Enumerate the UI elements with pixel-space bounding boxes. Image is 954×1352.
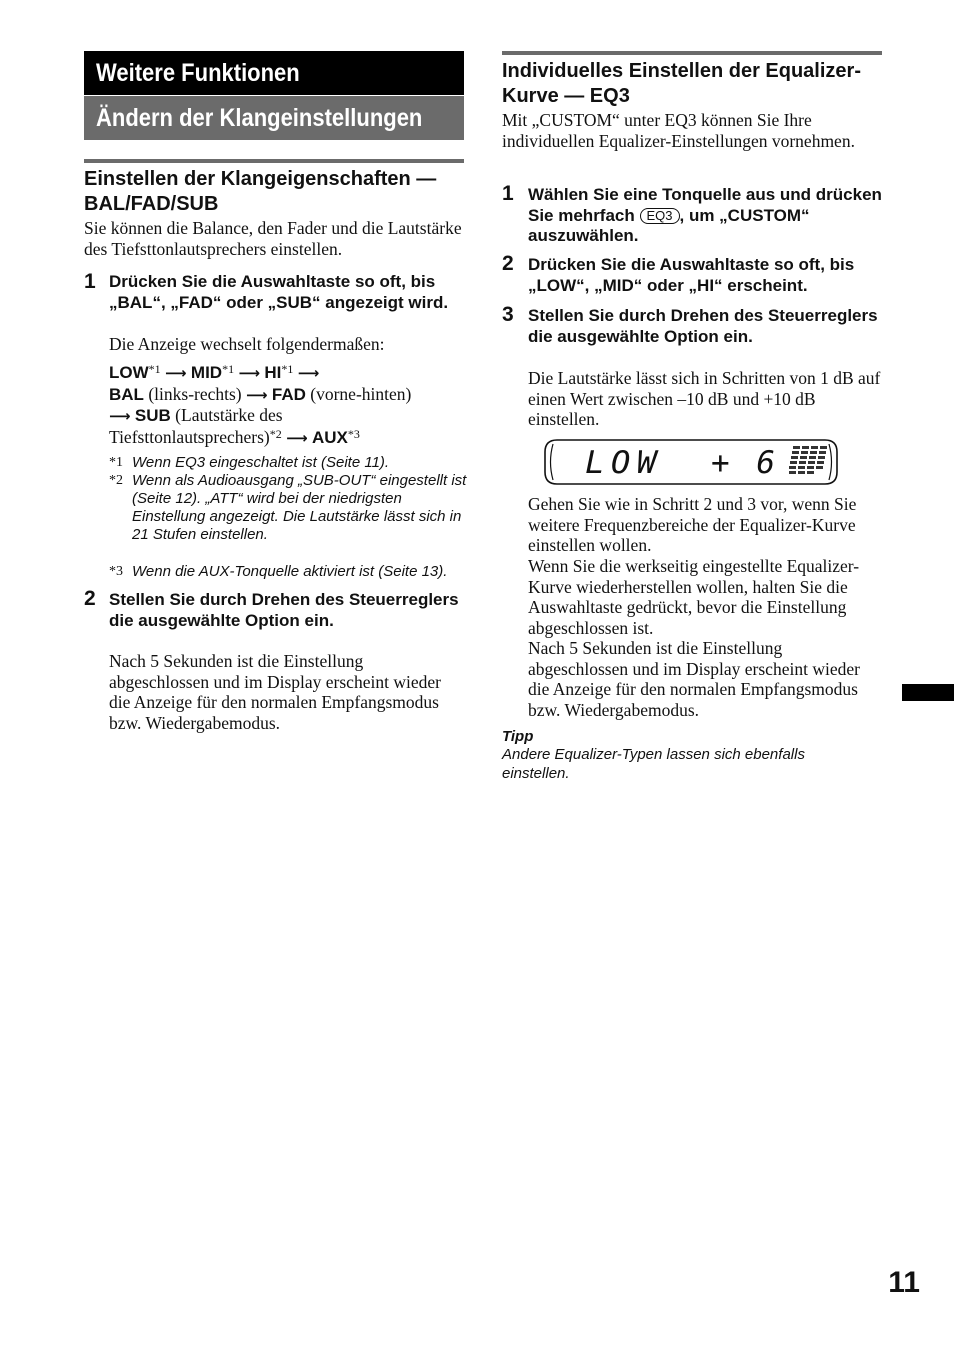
arrow-icon: ⟶: [286, 428, 308, 447]
left-heading: Einstellen der Klangeigenschaften — BAL/FAD/SUB: [84, 168, 437, 215]
seq-hi: HI: [264, 363, 282, 382]
left-step2-number: 2: [84, 587, 96, 610]
footnote-mark: *3: [109, 564, 123, 579]
footnote-mark: *2: [109, 473, 123, 488]
seq-fad: FAD: [271, 384, 306, 404]
left-step1-number: 1: [84, 270, 96, 293]
right-para-1: Gehen Sie wie in Schritt 2 und 3 vor, wenn Sie weitere Frequenzbereiche der Equalizer-Kurve einstellen wollen.: [528, 494, 857, 555]
right-step1-number: 1: [502, 182, 514, 205]
right-step1-text-b: , um „CUSTOM“ auszuwählen.: [528, 205, 810, 245]
seq-mark: *1: [222, 362, 235, 376]
tip-text: Andere Equalizer-Typen lassen sich ebenfalls einstellen.: [502, 746, 805, 782]
right-step1-text: [528, 185, 882, 247]
eq3-button: EQ3: [640, 208, 680, 224]
sequence-line-4: [109, 427, 469, 449]
subsection-title-banner: [84, 96, 464, 140]
footnote-mark: *1: [109, 455, 123, 470]
right-para-3: Nach 5 Sekunden ist die Einstellung abgeschlossen und im Display erscheint wieder die Anzeige für den normalen Empfangsmodus bzw. Wiedergabemodus.: [528, 638, 860, 720]
right-step3-sub: Die Lautstärke lässt sich in Schritten von 1 dB auf einen Wert zwischen –10 dB und +10 dB einstellen.: [528, 368, 881, 429]
right-step3-text: Stellen Sie durch Drehen des Steuerreglers die ausgewählte Option ein.: [528, 306, 878, 346]
footnote-text: Wenn die AUX-Tonquelle aktiviert ist (Seite 13).: [132, 563, 448, 580]
sequence-line-2: [109, 384, 469, 406]
sequence-line-1: [109, 362, 469, 384]
sequence-line-3: [109, 405, 469, 427]
seq-low: LOW: [109, 363, 149, 382]
left-step2-sub: Nach 5 Sekunden ist die Einstellung abgeschlossen und im Display erscheint wieder die Anzeige für den normalen Empfangsmodus bzw. Wiedergabemodus.: [109, 651, 441, 733]
section-title-banner: [84, 51, 464, 95]
subsection-title: Ändern der Klangeinstellungen: [96, 104, 423, 132]
right-step2-number: 2: [502, 252, 514, 275]
seq-mark: *1: [281, 362, 294, 376]
right-intro: Mit „CUSTOM“ unter EQ3 können Sie Ihre individuellen Equalizer-Einstellungen vornehmen.: [502, 110, 855, 151]
footnote-text: Wenn EQ3 eingeschaltet ist (Seite 11).: [132, 454, 390, 471]
seq-sub: SUB: [134, 406, 171, 425]
arrow-icon: ⟶: [109, 407, 131, 425]
right-step2-text: Drücken Sie die Auswahltaste so oft, bis „LOW“, „MID“ oder „HI“ erscheint.: [528, 255, 855, 295]
seq-mark: *2: [269, 426, 282, 441]
left-heading-rule: [84, 159, 464, 163]
right-step3-number: 3: [502, 303, 514, 326]
arrow-icon: ⟶: [297, 364, 320, 382]
tip-title: Tipp: [502, 728, 534, 745]
arrow-icon: ⟶: [246, 385, 268, 404]
right-heading-rule: [502, 51, 882, 55]
seq-sub-desc: (Lautstärke des: [170, 405, 283, 425]
arrow-icon: ⟶: [165, 364, 187, 382]
side-tab-marker: [902, 684, 954, 701]
seq-mid: MID: [190, 363, 223, 382]
seq-bal-desc: (links-rechts): [143, 383, 247, 404]
seq-bal: BAL: [109, 384, 144, 404]
page-number: 11: [888, 1266, 920, 1299]
seq-sub-desc-2: Tiefsttonlautsprechers): [109, 426, 270, 447]
right-heading: Individuelles Einstellen der Equalizer-Kurve — EQ3: [502, 60, 861, 107]
arrow-icon: ⟶: [238, 364, 260, 382]
footnote: [109, 563, 469, 581]
left-intro: Sie können die Balance, den Fader und die Lautstärke des Tiefsttonlautsprechers einstellen.: [84, 218, 462, 259]
seq-mark: *1: [148, 362, 161, 376]
lcd-display: [543, 438, 839, 486]
footnote: [109, 454, 469, 472]
left-step2-text: Stellen Sie durch Drehen des Steuerreglers die ausgewählte Option ein.: [109, 590, 459, 630]
seq-fad-desc: (vorne-hinten): [305, 383, 412, 404]
footnote: [109, 472, 469, 544]
left-step1-text: Drücken Sie die Auswahltaste so oft, bis „BAL“, „FAD“ oder „SUB“ angezeigt wird.: [109, 272, 449, 312]
right-para-2: Wenn Sie die werkseitig eingestellte Equalizer-Kurve wiederherstellen wollen, halten Sie die Auswahltaste gedrückt, bevor die Einstellung abgeschlossen ist.: [528, 556, 860, 638]
footnote-text: Wenn als Audioausgang „SUB-OUT“ eingestellt ist (Seite 12). „ATT“ wird bei der niedrigsten Einstellung angezeigt. Die Lautstärke lässt sich in 21 Stufen einstellen.: [132, 472, 467, 543]
seq-aux: AUX: [311, 427, 348, 447]
right-step1-text-a: Wählen Sie eine Tonquelle aus und drücken Sie mehrfach: [528, 185, 882, 225]
equalizer-icon: [789, 444, 829, 480]
lcd-right-text: + 6: [711, 445, 779, 481]
lcd-left-text: LOW: [585, 445, 663, 481]
left-step1-sub: Die Anzeige wechselt folgendermaßen:: [109, 334, 385, 354]
display-sequence: [109, 362, 469, 448]
seq-mark: *3: [347, 426, 360, 441]
section-title: Weitere Funktionen: [96, 59, 300, 87]
